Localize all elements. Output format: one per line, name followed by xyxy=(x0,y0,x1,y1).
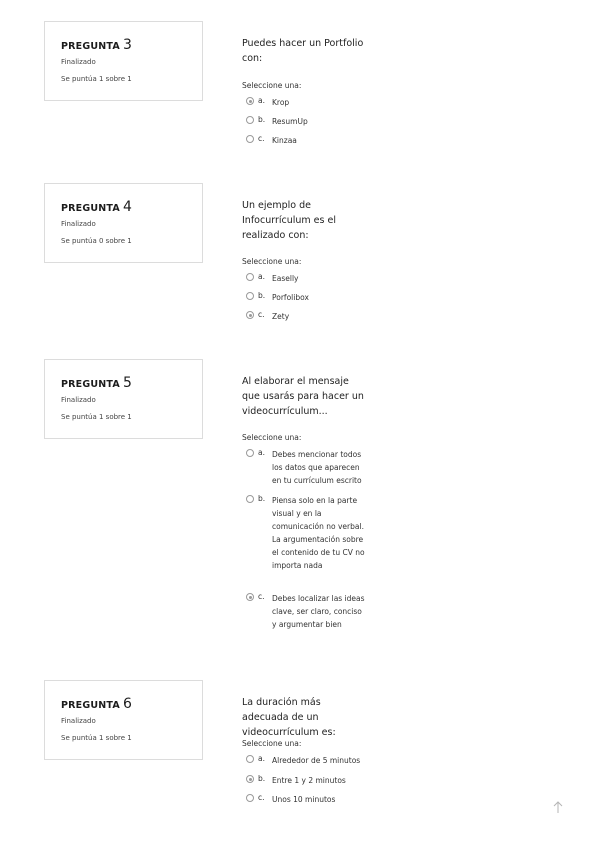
radio-button[interactable] xyxy=(246,794,254,802)
radio-button[interactable] xyxy=(246,273,254,281)
radio-button[interactable] xyxy=(246,449,254,457)
question-number: 3 xyxy=(122,37,132,53)
answer-text: ResumUp xyxy=(272,117,308,126)
answer-text: Piensa solo en la parte visual y en la comunicación no verbal. La argumentación sobre el contenido de tu CV no importa nada xyxy=(272,496,365,570)
question-number: 6 xyxy=(122,696,132,712)
arrow-up-icon[interactable] xyxy=(552,800,564,814)
question-state: Finalizado xyxy=(61,220,96,228)
answer-prompt: Seleccione una: xyxy=(242,433,302,442)
answer-prompt: Seleccione una: xyxy=(242,257,302,266)
answer-letter: c. xyxy=(258,793,265,802)
answer-letter: a. xyxy=(258,448,265,457)
radio-button[interactable] xyxy=(246,311,254,319)
answer-prompt: Seleccione una: xyxy=(242,81,302,90)
radio-button[interactable] xyxy=(246,755,254,763)
question-heading xyxy=(61,372,132,391)
question-label: PREGUNTA xyxy=(61,379,120,390)
answer-prompt: Seleccione una: xyxy=(242,739,302,748)
question-info-card xyxy=(44,359,203,439)
question-state: Finalizado xyxy=(61,717,96,725)
question-heading xyxy=(61,34,132,53)
question-state: Finalizado xyxy=(61,396,96,404)
answer-text: Kinzaa xyxy=(272,136,297,145)
question-grade: Se puntúa 0 sobre 1 xyxy=(61,237,132,245)
answer-letter: c. xyxy=(258,310,265,319)
question-info-card xyxy=(44,21,203,101)
question-grade: Se puntúa 1 sobre 1 xyxy=(61,734,132,742)
question-heading xyxy=(61,196,132,215)
answer-text: Porfolibox xyxy=(272,293,309,302)
question-info-card xyxy=(44,183,203,263)
question-number: 5 xyxy=(122,375,132,391)
answer-letter: b. xyxy=(258,494,266,503)
answer-text: Debes mencionar todos los datos que aparecen en tu currículum escrito xyxy=(272,450,362,485)
answer-letter: a. xyxy=(258,754,265,763)
answer-text: Alrededor de 5 minutos xyxy=(272,756,361,765)
answer-letter: b. xyxy=(258,115,266,124)
answer-text: Zety xyxy=(272,312,290,321)
answer-letter: a. xyxy=(258,96,265,105)
answer-text: Krop xyxy=(272,98,290,107)
answer-letter: a. xyxy=(258,272,265,281)
question-text: La duración más adecuada de un videocurrículum es: xyxy=(242,697,336,738)
answer-letter: b. xyxy=(258,291,266,300)
question-label: PREGUNTA xyxy=(61,41,120,52)
answer-text: Entre 1 y 2 minutos xyxy=(272,776,346,785)
question-text: Un ejemplo de Infocurrículum es el realizado con: xyxy=(242,200,336,241)
radio-button[interactable] xyxy=(246,593,254,601)
question-state: Finalizado xyxy=(61,58,96,66)
question-text: Al elaborar el mensaje que usarás para hacer un videocurrículum... xyxy=(242,376,364,417)
question-number: 4 xyxy=(122,199,132,215)
question-heading xyxy=(61,693,132,712)
answer-letter: b. xyxy=(258,774,266,783)
radio-button[interactable] xyxy=(246,775,254,783)
radio-button[interactable] xyxy=(246,116,254,124)
radio-button[interactable] xyxy=(246,97,254,105)
answer-letter: c. xyxy=(258,592,265,601)
answer-text: Debes localizar las ideas clave, ser claro, conciso y argumentar bien xyxy=(272,594,365,629)
question-info-card xyxy=(44,680,203,760)
radio-button[interactable] xyxy=(246,495,254,503)
question-grade: Se puntúa 1 sobre 1 xyxy=(61,413,132,421)
radio-button[interactable] xyxy=(246,292,254,300)
answer-letter: c. xyxy=(258,134,265,143)
answer-text: Unos 10 minutos xyxy=(272,795,336,804)
question-text: Puedes hacer un Portfolio con: xyxy=(242,38,364,64)
question-label: PREGUNTA xyxy=(61,700,120,711)
answer-text: Easelly xyxy=(272,274,299,283)
question-label: PREGUNTA xyxy=(61,203,120,214)
radio-button[interactable] xyxy=(246,135,254,143)
question-grade: Se puntúa 1 sobre 1 xyxy=(61,75,132,83)
